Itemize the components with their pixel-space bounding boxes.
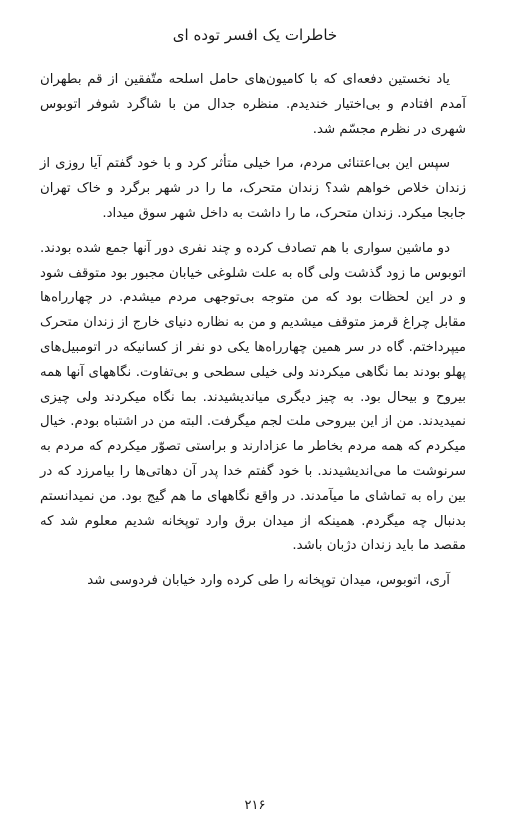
paragraph: سپس این بی‌اعتنائی مردم، مرا خیلی متأثر کرد و با خود گفتم آیا روزی از زندان خلاص خواهم شد؟ زندان متحرک، ما را در شهر برگرد و خاک تهران جابجا میکرد. زندان متحرک، ما را داشت به داخل شهر سوق میداد. bbox=[40, 156, 466, 221]
page-number: ۲۱۶ bbox=[244, 798, 266, 813]
paragraph: دو ماشین سواری با هم تصادف کرده و چند نفری دور آنها جمع شده بودند. اتوبوس ما زود گذشت ولی گاه به علت شلوغی خیابان مجبور بود متوقف شود و در این لحظات بود که من متوجه بی‌توجهی مردم میشدم. در چهارراه‌ها مقابل چراغ قرمز متوقف میشدیم و من به نظاره دنیای خارج از زندان متحرک میپرداختم. گاه در سر همین چهارراه‌ها یکی دو نفر از کسانیکه در اتومبیل‌های پهلو بودند بما نگاهی میکردند ولی خیلی سطحی و بی‌تفاوت. نگاههای آنها همه بیروح و بیحال بود. به چیز دیگری میاندیشیدند. بما نگاه میکردند ولی چیزی نمیدیدند. من از این بیروحی ملت لجم میگرفت. البته من در اشتباه بودم. خیال میکردم که همه مردم بخاطر ما عزادارند و براستی تصوّر میکردم که مردم به سرنوشت ما می‌اندیشیدند. با خود گفتم خدا پدر آن دهاتی‌ها را بیامرزد که در بین راه به تماشای ما میآمدند. در واقع نگاههای ما هم گیج بود. من نمیدانستم بدنبال چه میگردم. همینکه از میدان برق وارد توپخانه شدیم معلوم شد که مقصد ما باید زندان دژبان باشد. bbox=[40, 240, 466, 554]
page-body bbox=[40, 68, 466, 604]
paragraph: یاد نخستین دفعه‌ای که با کامیون‌های حامل اسلحه متّفقین از قم بطهران آمدم افتادم و بی‌اختیار خندیدم. منظره جدال من با شاگرد شوفر اتوبوس شهری در نظرم مجسّم شد. bbox=[40, 72, 466, 137]
paragraph: آری، اتوبوس، میدان توپخانه را طی کرده وارد خیابان فردوسی شد bbox=[87, 573, 450, 589]
page-title: خاطرات یک افسر توده ای bbox=[172, 26, 338, 44]
